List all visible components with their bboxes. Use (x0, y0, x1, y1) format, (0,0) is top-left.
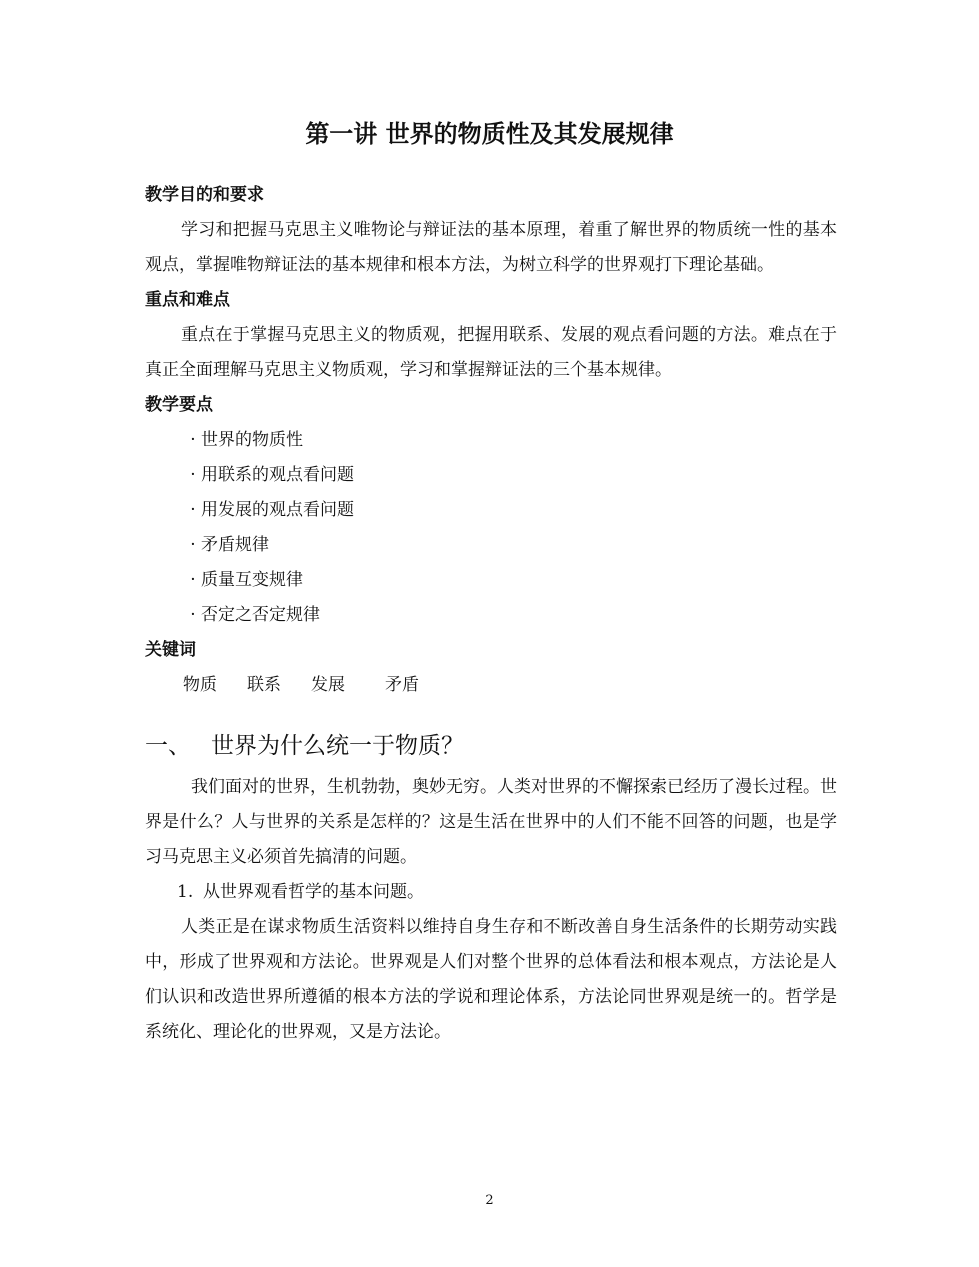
key-difficult-text: 重点在于掌握马克思主义的物质观，把握用联系、发展的观点看问题的方法。难点在于真正全面理解马克思主义物质观，学习和掌握辩证法的三个基本规律。 (145, 325, 837, 380)
objectives-heading: 教学目的和要求 (145, 185, 264, 205)
list-item (185, 598, 837, 633)
subsection-text: 人类正是在谋求物质生活资料以维持自身生存和不断改善自身生活条件的长期劳动实践中，形成了世界观和方法论。世界观是人们对整个世界的总体看法和根本观点，方法论是人们认识和改造世界所遵循的根本方法的学说和理论体系，方法论同世界观是统一的。哲学是系统化、理论化的世界观，又是方法论。 (145, 917, 837, 1042)
section-intro: 我们面对的世界，生机勃勃，奥妙无穷。人类对世界的不懈探索已经历了漫长过程。世界是什么？人与世界的关系是怎样的？这是生活在世界中的人们不能不回答的问题，也是学习马克思主义必须首先搞清的问题。 (145, 777, 837, 867)
list-item (185, 528, 837, 563)
keyword: 发展 (311, 675, 345, 695)
objectives-text: 学习和把握马克思主义唯物论与辩证法的基本原理，着重了解世界的物质统一性的基本观点，掌握唯物辩证法的基本规律和根本方法，为树立科学的世界观打下理论基础。 (145, 220, 837, 275)
bullet-icon: · (190, 605, 196, 625)
list-item (185, 493, 837, 528)
list-item (185, 563, 837, 598)
key-points-heading: 教学要点 (145, 395, 213, 415)
keywords-heading: 关键词 (145, 640, 196, 660)
keyword: 物质 (183, 675, 217, 695)
bullet-icon: · (190, 430, 196, 450)
list-item-text: 质量互变规律 (201, 570, 303, 590)
lecture-title: 第一讲 世界的物质性及其发展规律 (305, 120, 674, 148)
list-item (185, 423, 837, 458)
keyword: 矛盾 (385, 675, 419, 695)
page-number: 2 (485, 1193, 494, 1208)
bullet-icon: · (190, 535, 196, 555)
list-item-text: 世界的物质性 (201, 430, 303, 450)
keyword: 联系 (247, 675, 281, 695)
list-item-text: 否定之否定规律 (201, 605, 320, 625)
bullet-icon: · (190, 570, 196, 590)
page-content (145, 178, 837, 1050)
key-difficult-heading: 重点和难点 (145, 290, 230, 310)
list-item (185, 458, 837, 493)
bullet-icon: · (190, 500, 196, 520)
subsection-number: 1. (177, 882, 194, 902)
subsection-heading (145, 875, 837, 910)
section-title: 世界为什么统一于物质？ (211, 733, 464, 759)
section-number: 一、 (145, 733, 191, 759)
list-item-text: 用发展的观点看问题 (201, 500, 354, 520)
section-heading (145, 726, 837, 766)
bullet-icon: · (190, 465, 196, 485)
key-points-list (145, 423, 837, 633)
list-item-text: 用联系的观点看问题 (201, 465, 354, 485)
keywords-list (145, 668, 837, 703)
list-item-text: 矛盾规律 (201, 535, 269, 555)
subsection-title: 从世界观看哲学的基本问题。 (203, 882, 424, 902)
